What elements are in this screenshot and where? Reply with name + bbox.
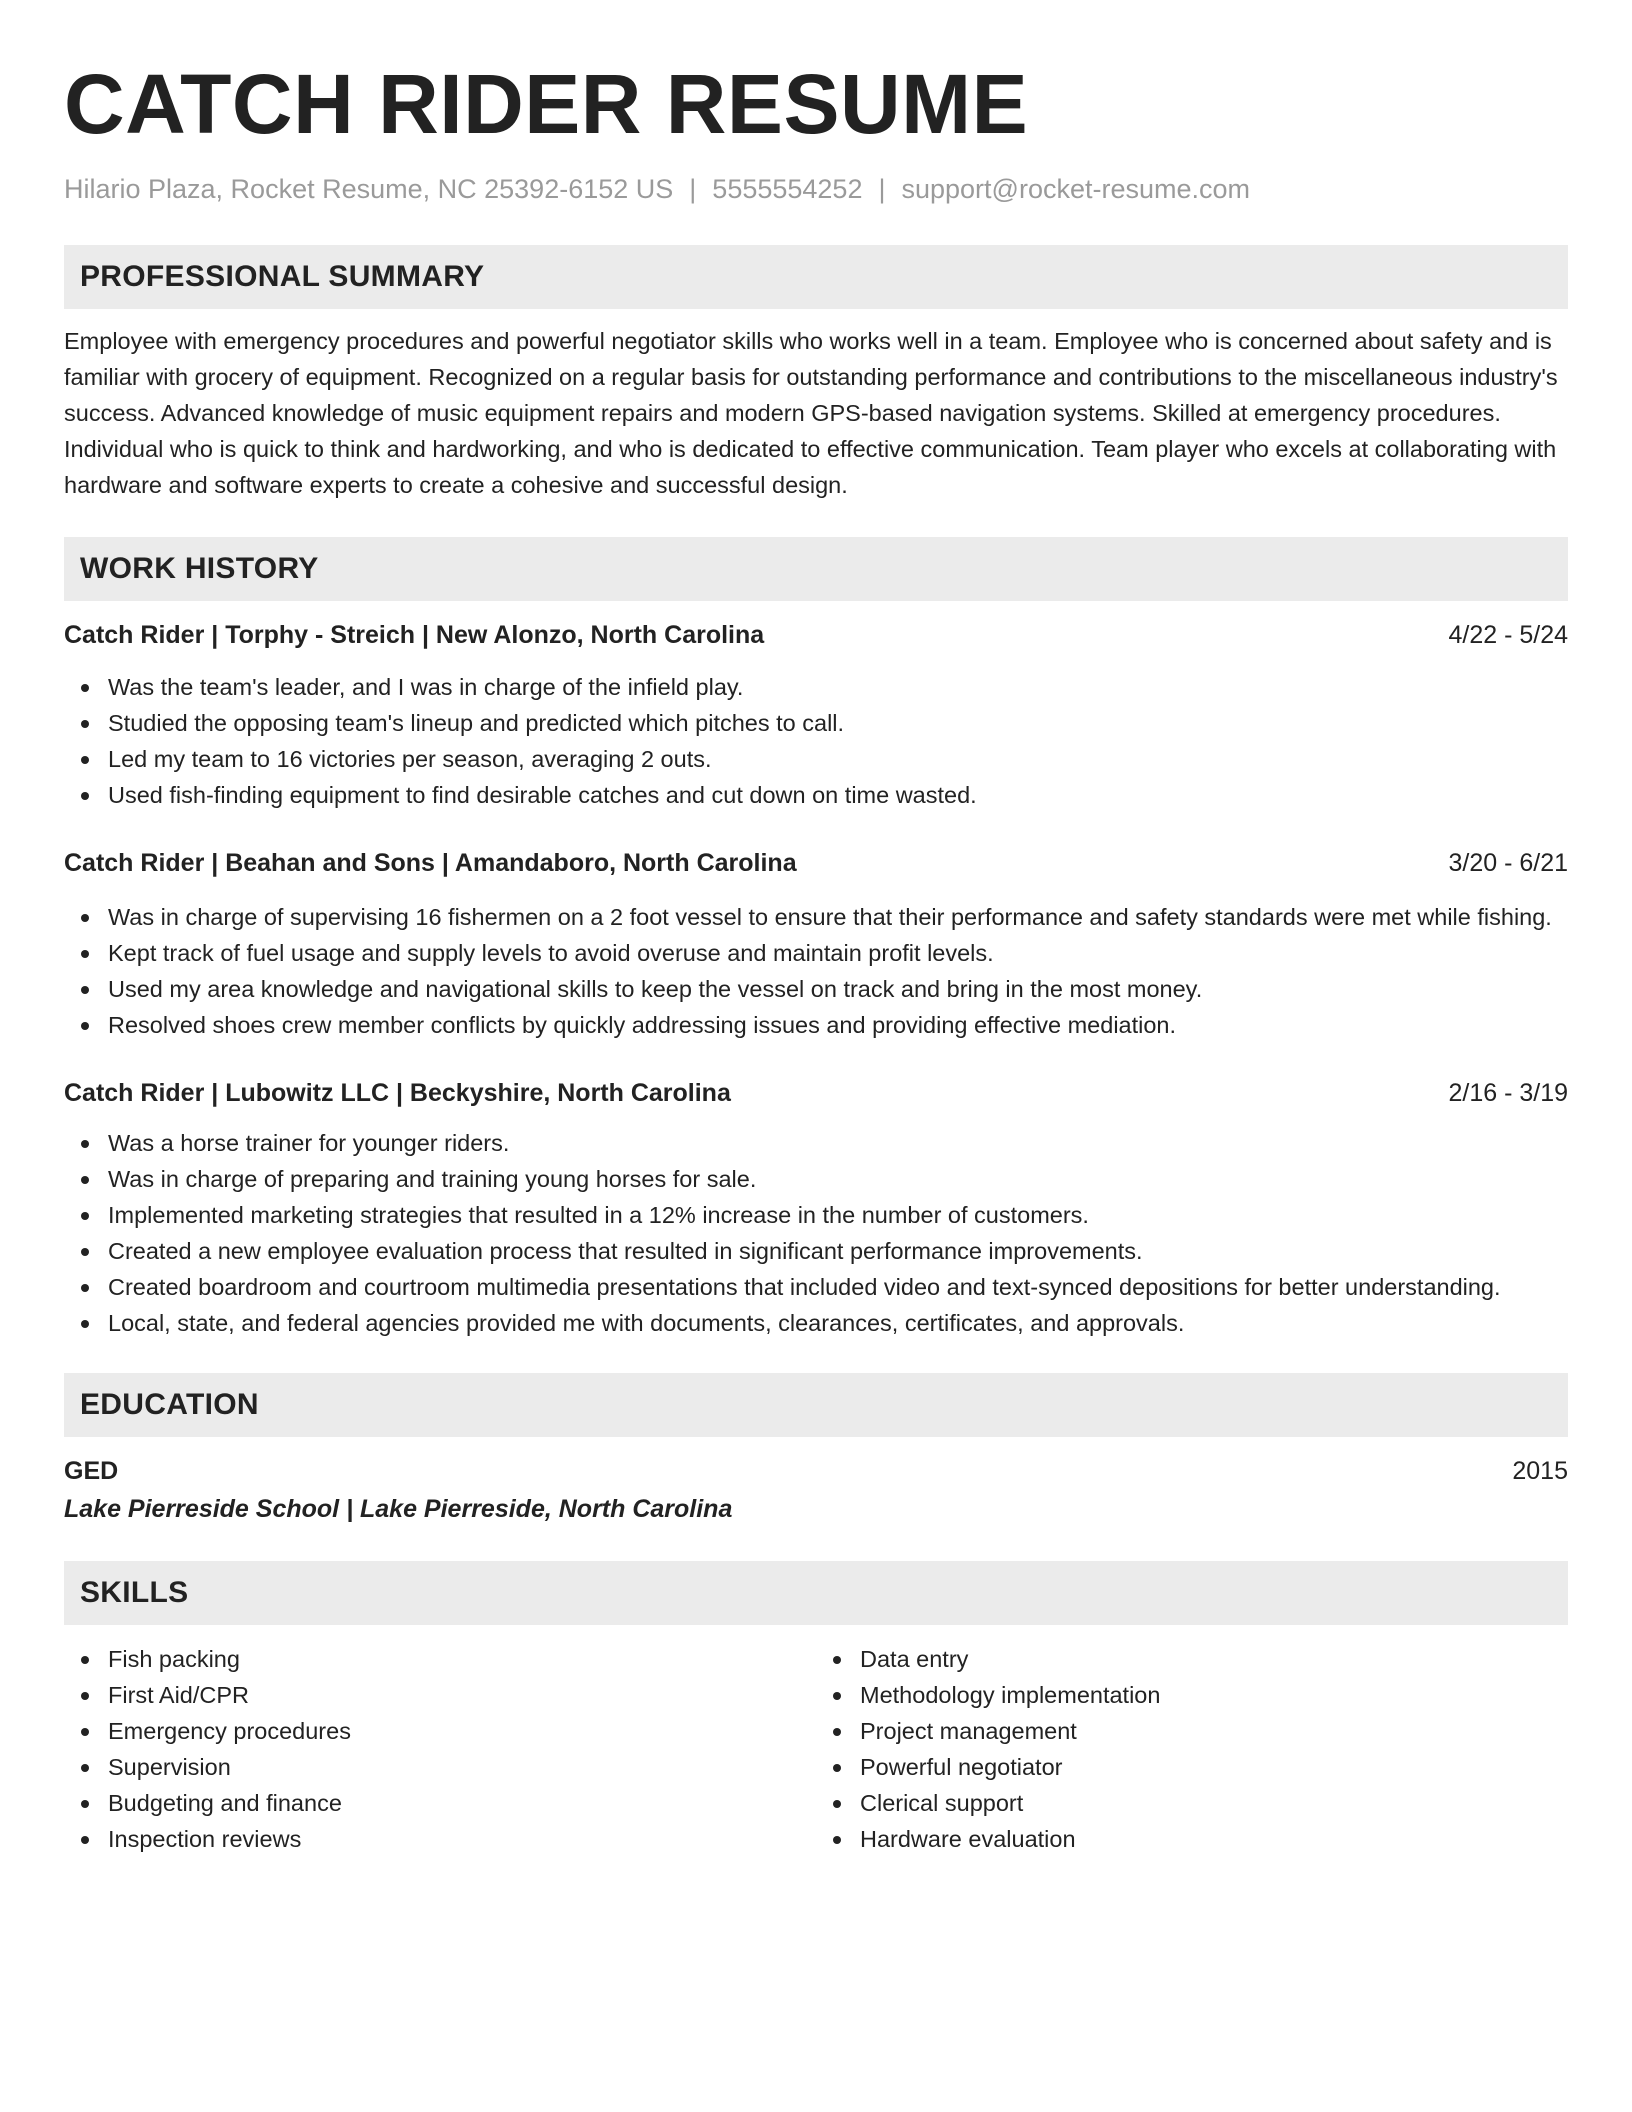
job-bullets <box>64 669 1568 813</box>
list-item: Led my team to 16 victories per season, averaging 2 outs. <box>64 741 1568 777</box>
skills-heading: SKILLS <box>64 1561 1568 1625</box>
job-entry <box>64 1075 1568 1341</box>
resume-title: CATCH RIDER RESUME <box>64 57 1029 151</box>
summary-text: Employee with emergency procedures and powerful negotiator skills who works well in a team. Employee who is concerned about safety and is familiar with grocery of equipment. Recognized on a regular basis for outstanding performance and contributions to the miscellaneous industry's success. Advanced knowledge of music equipment repairs and modern GPS-based navigation systems. Skilled at emergency procedures. Individual who is quick to think and hardworking, and who is dedicated to effective communication. Team player who excels at collaborating with hardware and software experts to create a cohesive and successful design. <box>64 328 1558 498</box>
job-header <box>64 845 1568 881</box>
education-school: Lake Pierreside School | Lake Pierreside, North Carolina <box>64 1495 733 1523</box>
contact-email: support@rocket-resume.com <box>901 174 1251 204</box>
list-item: Resolved shoes crew member conflicts by quickly addressing issues and providing effective mediation. <box>64 1007 1568 1043</box>
job-dates: 2/16 - 3/19 <box>1448 1079 1568 1107</box>
job-header <box>64 1075 1568 1111</box>
job-title: Catch Rider | Beahan and Sons | Amandaboro, North Carolina <box>64 849 797 877</box>
contact-address: Hilario Plaza, Rocket Resume, NC 25392-6152 US <box>64 174 674 204</box>
skill-item: Data entry <box>816 1641 1568 1677</box>
list-item: Was a horse trainer for younger riders. <box>64 1125 1568 1161</box>
skill-item: First Aid/CPR <box>64 1677 816 1713</box>
contact-phone: 5555554252 <box>712 174 863 204</box>
contact-separator: | <box>878 174 886 204</box>
list-item: Used fish-finding equipment to find desirable catches and cut down on time wasted. <box>64 777 1568 813</box>
job-bullets <box>64 899 1568 1043</box>
list-item: Was the team's leader, and I was in charge of the infield play. <box>64 669 1568 705</box>
skill-item: Project management <box>816 1713 1568 1749</box>
job-dates: 4/22 - 5/24 <box>1448 621 1568 649</box>
list-item: Was in charge of supervising 16 fishermen on a 2 foot vessel to ensure that their performance and safety standards were met while fishing. <box>64 899 1568 935</box>
education-entry <box>64 1453 1568 1527</box>
summary-heading: PROFESSIONAL SUMMARY <box>64 245 1568 309</box>
contact-separator: | <box>689 174 697 204</box>
skill-item: Methodology implementation <box>816 1677 1568 1713</box>
job-header <box>64 617 1568 653</box>
education-degree: GED <box>64 1457 119 1485</box>
list-item: Created boardroom and courtroom multimedia presentations that included video and text-synced depositions for better understanding. <box>64 1269 1568 1305</box>
skill-item: Clerical support <box>816 1785 1568 1821</box>
education-heading: EDUCATION <box>64 1373 1568 1437</box>
list-item: Created a new employee evaluation process that resulted in significant performance improvements. <box>64 1233 1568 1269</box>
list-item: Studied the opposing team's lineup and predicted which pitches to call. <box>64 705 1568 741</box>
skills-column-left <box>64 1641 816 1857</box>
job-dates: 3/20 - 6/21 <box>1448 849 1568 877</box>
list-item: Kept track of fuel usage and supply levels to avoid overuse and maintain profit levels. <box>64 935 1568 971</box>
education-header <box>64 1453 1568 1489</box>
job-title: Catch Rider | Torphy - Streich | New Alonzo, North Carolina <box>64 621 765 649</box>
skills-column-right <box>816 1641 1568 1857</box>
skill-item: Hardware evaluation <box>816 1821 1568 1857</box>
skill-item: Powerful negotiator <box>816 1749 1568 1785</box>
skill-item: Fish packing <box>64 1641 816 1677</box>
job-title: Catch Rider | Lubowitz LLC | Beckyshire, North Carolina <box>64 1079 731 1107</box>
job-entry <box>64 845 1568 1043</box>
skills-list <box>64 1641 1568 1857</box>
list-item: Local, state, and federal agencies provided me with documents, clearances, certificates, and approvals. <box>64 1305 1568 1341</box>
list-item: Used my area knowledge and navigational skills to keep the vessel on track and bring in the most money. <box>64 971 1568 1007</box>
skill-item: Supervision <box>64 1749 816 1785</box>
list-item: Implemented marketing strategies that resulted in a 12% increase in the number of customers. <box>64 1197 1568 1233</box>
skill-item: Inspection reviews <box>64 1821 816 1857</box>
contact-line <box>64 172 1568 206</box>
skill-item: Emergency procedures <box>64 1713 816 1749</box>
education-year: 2015 <box>1512 1457 1568 1485</box>
list-item: Was in charge of preparing and training young horses for sale. <box>64 1161 1568 1197</box>
job-bullets <box>64 1125 1568 1341</box>
skill-item: Budgeting and finance <box>64 1785 816 1821</box>
job-entry <box>64 617 1568 813</box>
work-history-heading: WORK HISTORY <box>64 537 1568 601</box>
